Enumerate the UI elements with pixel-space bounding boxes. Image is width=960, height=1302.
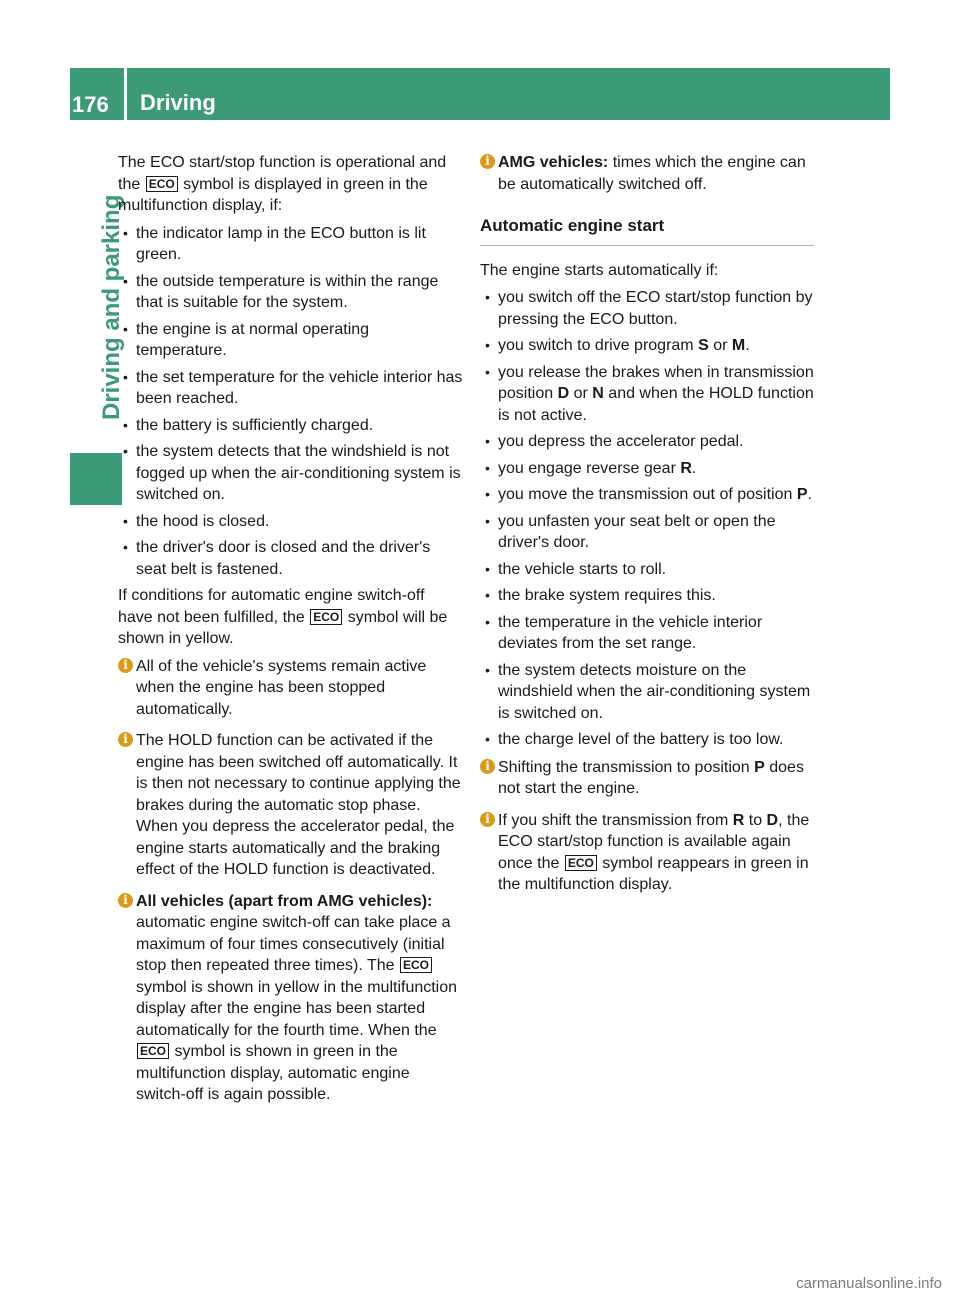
conditions-paragraph: If conditions for automatic engine switch-off have not been fulfilled, the ECO symbol will be shown in yellow. <box>118 587 448 647</box>
eco-icon: ECO <box>310 609 342 625</box>
list-item: • you release the brakes when in transmission position D or N and when the HOLD function is not active. <box>480 362 814 427</box>
info-note: i If you shift the transmission from R to D, the ECO start/stop function is available again once the ECO symbol reappears in green in the multifunction display. <box>480 810 814 896</box>
section-title: Driving <box>140 90 216 115</box>
list-item: • the temperature in the vehicle interior deviates from the set range. <box>480 612 814 655</box>
list-item: • you engage reverse gear R. <box>480 458 814 480</box>
eco-icon: ECO <box>565 855 597 871</box>
list-item: • the vehicle starts to roll. <box>480 559 814 581</box>
info-icon: i <box>118 893 133 908</box>
list-item: • the battery is sufficiently charged. <box>118 415 463 437</box>
info-note: i AMG vehicles: times which the engine can be automatically switched off. <box>480 152 814 195</box>
list-item: • the engine is at normal operating temperature. <box>118 319 463 362</box>
list-item: • the set temperature for the vehicle interior has been reached. <box>118 367 463 410</box>
side-tab-label: Driving and parking <box>98 194 125 420</box>
list-item: • you unfasten your seat belt or open the driver's door. <box>480 511 814 554</box>
list-item: • you depress the accelerator pedal. <box>480 431 814 453</box>
right-column <box>480 152 814 906</box>
list-item: • the indicator lamp in the ECO button is lit green. <box>118 223 463 266</box>
info-icon: i <box>118 732 133 747</box>
eco-icon: ECO <box>400 957 432 973</box>
left-column <box>118 152 463 1116</box>
list-item: • the charge level of the battery is too low. <box>480 729 814 751</box>
info-icon: i <box>480 154 495 169</box>
list-item: • you switch to drive program S or M. <box>480 335 814 357</box>
list-item: • the system detects moisture on the windshield when the air-conditioning system is switched on. <box>480 660 814 725</box>
list-item: • the outside temperature is within the range that is suitable for the system. <box>118 271 463 314</box>
list-item: • the brake system requires this. <box>480 585 814 607</box>
intro-paragraph: The ECO start/stop function is operational and the ECO symbol is displayed in green in the multifunction display, if: <box>118 154 447 214</box>
side-tab-block <box>70 453 122 505</box>
watermark: carmanualsonline.info <box>796 1275 942 1292</box>
eco-icon: ECO <box>137 1043 169 1059</box>
list-item: • the system detects that the windshield is not fogged up when the air-conditioning system is switched on. <box>118 441 463 506</box>
info-icon: i <box>118 658 133 673</box>
list-item: • the driver's door is closed and the driver's seat belt is fastened. <box>118 537 463 580</box>
info-note: i Shifting the transmission to position P does not start the engine. <box>480 757 814 800</box>
intro-paragraph: The engine starts automatically if: <box>480 261 719 279</box>
section-heading: Automatic engine start <box>480 215 814 246</box>
header-divider <box>124 68 127 120</box>
page-number: 176 <box>72 92 109 117</box>
list-item: • the hood is closed. <box>118 511 463 533</box>
info-note: i All of the vehicle's systems remain active when the engine has been stopped automatically. <box>118 656 463 721</box>
info-icon: i <box>480 812 495 827</box>
list-item: • you switch off the ECO start/stop function by pressing the ECO button. <box>480 287 814 330</box>
eco-icon: ECO <box>146 176 178 192</box>
conditions-list <box>118 223 463 581</box>
info-note: i The HOLD function can be activated if the engine has been switched off automatically. It is then not necessary to continue applying the brakes during the automatic stop phase. When you depress the accelerator pedal, the engine starts automatically and the braking effect of the HOLD function is deactivated. <box>118 730 463 881</box>
engine-start-list <box>480 287 814 751</box>
info-note: i All vehicles (apart from AMG vehicles): automatic engine switch-off can take place a maximum of four times consecutively (initial stop then repeated three times). The ECO symbol is shown in yellow in the multifunction display after the engine has been started automatically for the fourth time. When the ECO symbol is shown in green in the multifunction display, automatic engine switch-off is again possible. <box>118 891 463 1106</box>
list-item: • you move the transmission out of position P. <box>480 484 814 506</box>
info-icon: i <box>480 759 495 774</box>
